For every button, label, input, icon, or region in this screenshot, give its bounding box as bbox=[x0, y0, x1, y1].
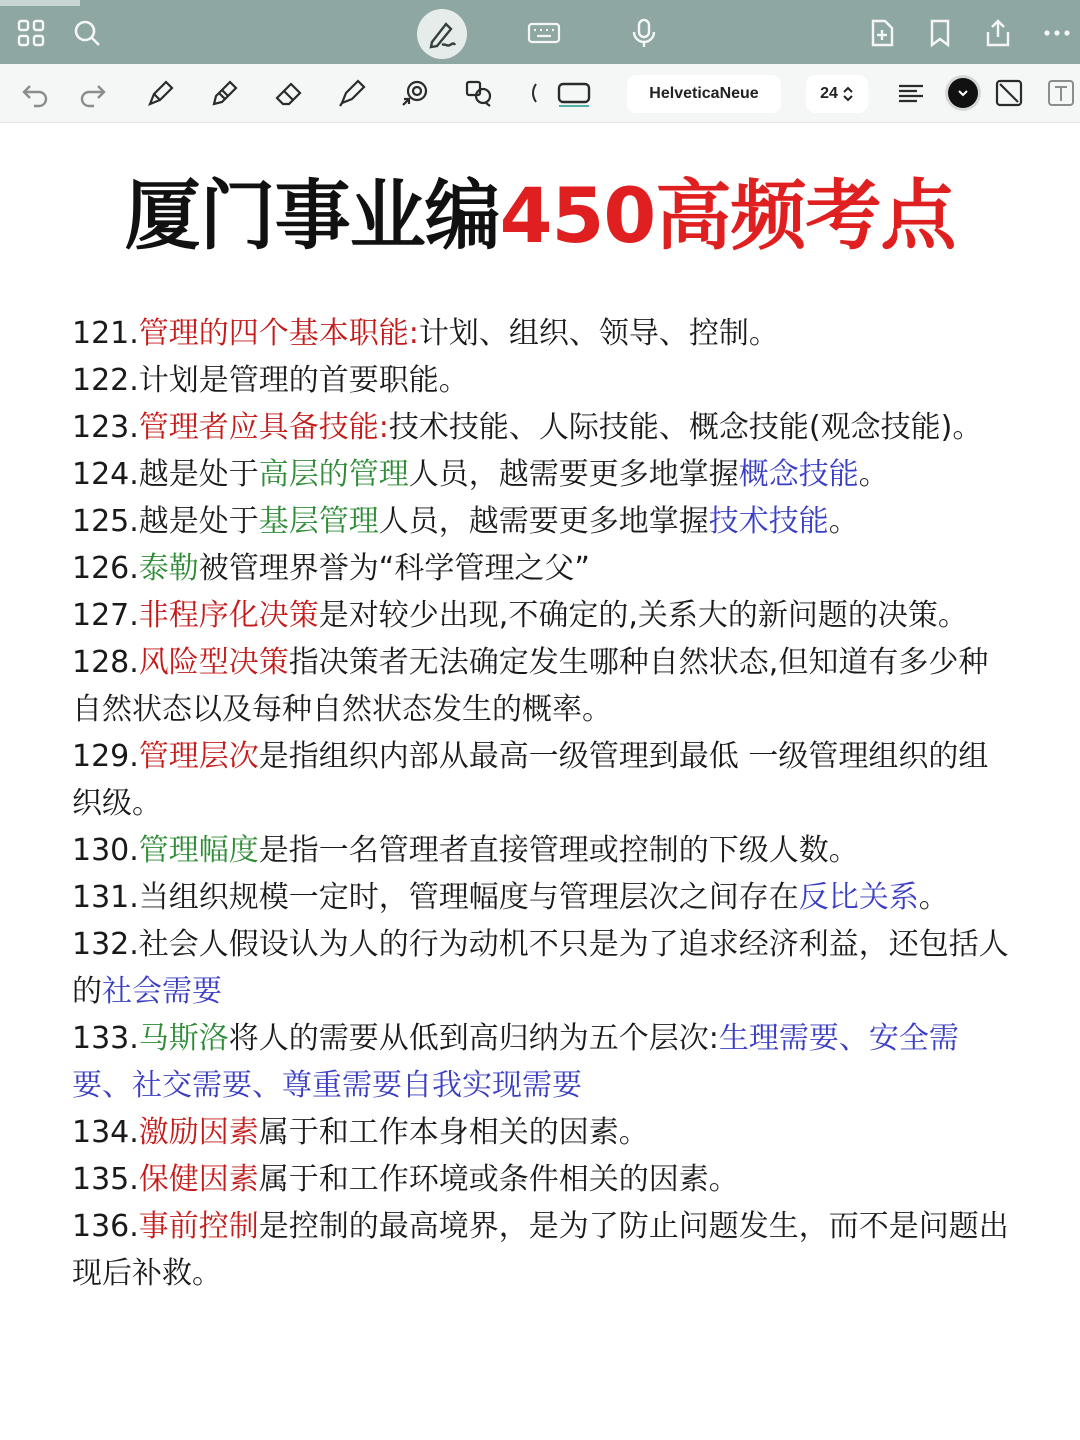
highlight-text: 管理的四个基本职能: bbox=[138, 316, 419, 351]
highlight-text: 马斯洛 bbox=[138, 1021, 229, 1056]
item-number: 131. bbox=[72, 880, 139, 915]
highlight-text: 事前控制 bbox=[138, 1209, 259, 1244]
list-item bbox=[72, 827, 1012, 874]
lasso-tool-icon[interactable] bbox=[464, 78, 494, 108]
font-size-label: 24 bbox=[820, 85, 838, 102]
highlight-text: 概念技能 bbox=[738, 457, 859, 492]
list-item bbox=[72, 592, 1012, 639]
search-icon[interactable] bbox=[72, 18, 102, 48]
item-text: 。 bbox=[828, 504, 859, 539]
list-item bbox=[72, 1015, 1012, 1109]
item-number: 134. bbox=[72, 1115, 139, 1150]
chevron-updown-icon bbox=[842, 85, 854, 103]
list-item bbox=[72, 874, 1012, 921]
highlight-text: 管理者应具备技能: bbox=[138, 410, 389, 445]
list-item bbox=[72, 404, 1012, 451]
item-number: 125. bbox=[72, 504, 139, 539]
highlight-text: 泰勒 bbox=[138, 551, 199, 586]
share-icon[interactable] bbox=[983, 18, 1013, 48]
item-text: 属于和工作本身相关的因素。 bbox=[258, 1115, 649, 1150]
item-text: 计划、组织、领导、控制。 bbox=[418, 316, 779, 351]
item-number: 121. bbox=[72, 316, 139, 351]
text-box-tool-icon[interactable] bbox=[556, 78, 592, 108]
highlight-text: 高层的管理 bbox=[258, 457, 409, 492]
highlight-text: 管理幅度 bbox=[138, 833, 259, 868]
highlight-text: 管理层次 bbox=[138, 739, 259, 774]
list-item bbox=[72, 451, 1012, 498]
item-text: 越是处于 bbox=[138, 457, 259, 492]
item-text: 技术技能、人际技能、概念技能(观念技能)。 bbox=[388, 410, 983, 445]
item-number: 128. bbox=[72, 645, 139, 680]
microphone-icon[interactable] bbox=[629, 18, 659, 48]
text-align-icon[interactable] bbox=[896, 78, 926, 108]
add-page-icon[interactable] bbox=[867, 18, 897, 48]
pencil-tool-icon[interactable] bbox=[210, 78, 240, 108]
item-text: 是控制的最高境界，是为了防止问题发生，而不是问题出现后补救。 bbox=[72, 1209, 1009, 1291]
eraser-tool-icon[interactable] bbox=[274, 78, 304, 108]
drawing-toolbar bbox=[0, 64, 1080, 123]
item-text: 。 bbox=[858, 457, 889, 492]
list-item bbox=[72, 1203, 1012, 1297]
item-number: 132. bbox=[72, 927, 139, 962]
highlight-text: 社会需要 bbox=[102, 974, 222, 1009]
item-number: 135. bbox=[72, 1162, 139, 1197]
list-item bbox=[72, 545, 1012, 592]
item-text: 当组织规模一定时，管理幅度与管理层次之间存在 bbox=[138, 880, 799, 915]
list-item bbox=[72, 1109, 1012, 1156]
highlight-text: 反比关系 bbox=[798, 880, 919, 915]
item-text: 指决策者无法确定发生哪种自然状态,但知道有多少种自然状态以及每种自然状态发生的概率。 bbox=[72, 645, 989, 727]
shape-style-icon[interactable] bbox=[994, 78, 1024, 108]
highlight-text: 风险型决策 bbox=[138, 645, 289, 680]
highlight-text: 生理需要、安全需要、社交需要、尊重需要自我实现需要 bbox=[72, 1021, 959, 1103]
list-item bbox=[72, 921, 1012, 1015]
item-text: 是对较少出现,不确定的,关系大的新问题的决策。 bbox=[318, 598, 968, 633]
item-text: 将人的需要从低到高归纳为五个层次: bbox=[228, 1021, 719, 1056]
title-red-part: 450高频考点 bbox=[499, 171, 956, 260]
item-text: 是指组织内部从最高一级管理到最低 一级管理组织的组织级。 bbox=[72, 739, 989, 821]
item-number: 124. bbox=[72, 457, 139, 492]
pen-tool-icon[interactable] bbox=[146, 78, 176, 108]
bookmark-icon[interactable] bbox=[925, 18, 955, 48]
font-name-label: HelveticaNeue bbox=[649, 85, 759, 102]
item-number: 127. bbox=[72, 598, 139, 633]
grid-icon[interactable] bbox=[16, 18, 46, 48]
divider-icon bbox=[528, 78, 558, 108]
redo-icon[interactable] bbox=[78, 78, 108, 108]
item-text: 被管理界誉为“科学管理之父” bbox=[198, 551, 590, 586]
highlighter-tool-icon[interactable] bbox=[337, 78, 367, 108]
item-number: 126. bbox=[72, 551, 139, 586]
item-number: 136. bbox=[72, 1209, 139, 1244]
shape-tool-icon[interactable] bbox=[400, 78, 430, 108]
item-text: 。 bbox=[918, 880, 949, 915]
list-item bbox=[72, 310, 1012, 357]
list-item bbox=[72, 733, 1012, 827]
title-black-part: 厦门事业编 bbox=[124, 171, 500, 260]
item-text: 人员，越需要更多地掌握 bbox=[378, 504, 709, 539]
item-text: 是指一名管理者直接管理或控制的下级人数。 bbox=[258, 833, 859, 868]
item-text: 计划是管理的首要职能。 bbox=[138, 363, 469, 398]
color-picker-button[interactable] bbox=[948, 78, 978, 108]
highlight-text: 非程序化决策 bbox=[138, 598, 319, 633]
item-number: 129. bbox=[72, 739, 139, 774]
chevron-down-icon bbox=[948, 78, 978, 108]
highlight-text: 激励因素 bbox=[138, 1115, 259, 1150]
handwriting-mode-button[interactable] bbox=[417, 9, 467, 59]
item-number: 130. bbox=[72, 833, 139, 868]
list-item bbox=[72, 498, 1012, 545]
highlight-text: 保健因素 bbox=[138, 1162, 259, 1197]
pen-scribble-icon bbox=[426, 18, 458, 50]
highlight-text: 技术技能 bbox=[708, 504, 829, 539]
item-text: 人员，越需要更多地掌握 bbox=[408, 457, 739, 492]
list-item bbox=[72, 639, 1012, 733]
more-options-icon[interactable] bbox=[1042, 18, 1072, 48]
font-size-selector[interactable] bbox=[806, 75, 868, 113]
item-number: 133. bbox=[72, 1021, 139, 1056]
highlight-text: 基层管理 bbox=[258, 504, 379, 539]
drag-handle[interactable] bbox=[0, 0, 80, 6]
text-style-icon[interactable] bbox=[1046, 78, 1076, 108]
page-title bbox=[0, 170, 1080, 262]
keyboard-icon[interactable] bbox=[527, 18, 561, 48]
note-content[interactable] bbox=[72, 310, 1012, 1297]
top-app-bar bbox=[0, 0, 1080, 64]
list-item bbox=[72, 1156, 1012, 1203]
undo-icon[interactable] bbox=[20, 78, 50, 108]
item-text: 社会人假设认为人的行为动机不只是为了追求经济利益，还包括人的 bbox=[72, 927, 1009, 1009]
font-name-selector[interactable] bbox=[627, 75, 781, 113]
item-number: 122. bbox=[72, 363, 139, 398]
item-text: 越是处于 bbox=[138, 504, 259, 539]
list-item bbox=[72, 357, 1012, 404]
item-text: 属于和工作环境或条件相关的因素。 bbox=[258, 1162, 739, 1197]
item-number: 123. bbox=[72, 410, 139, 445]
